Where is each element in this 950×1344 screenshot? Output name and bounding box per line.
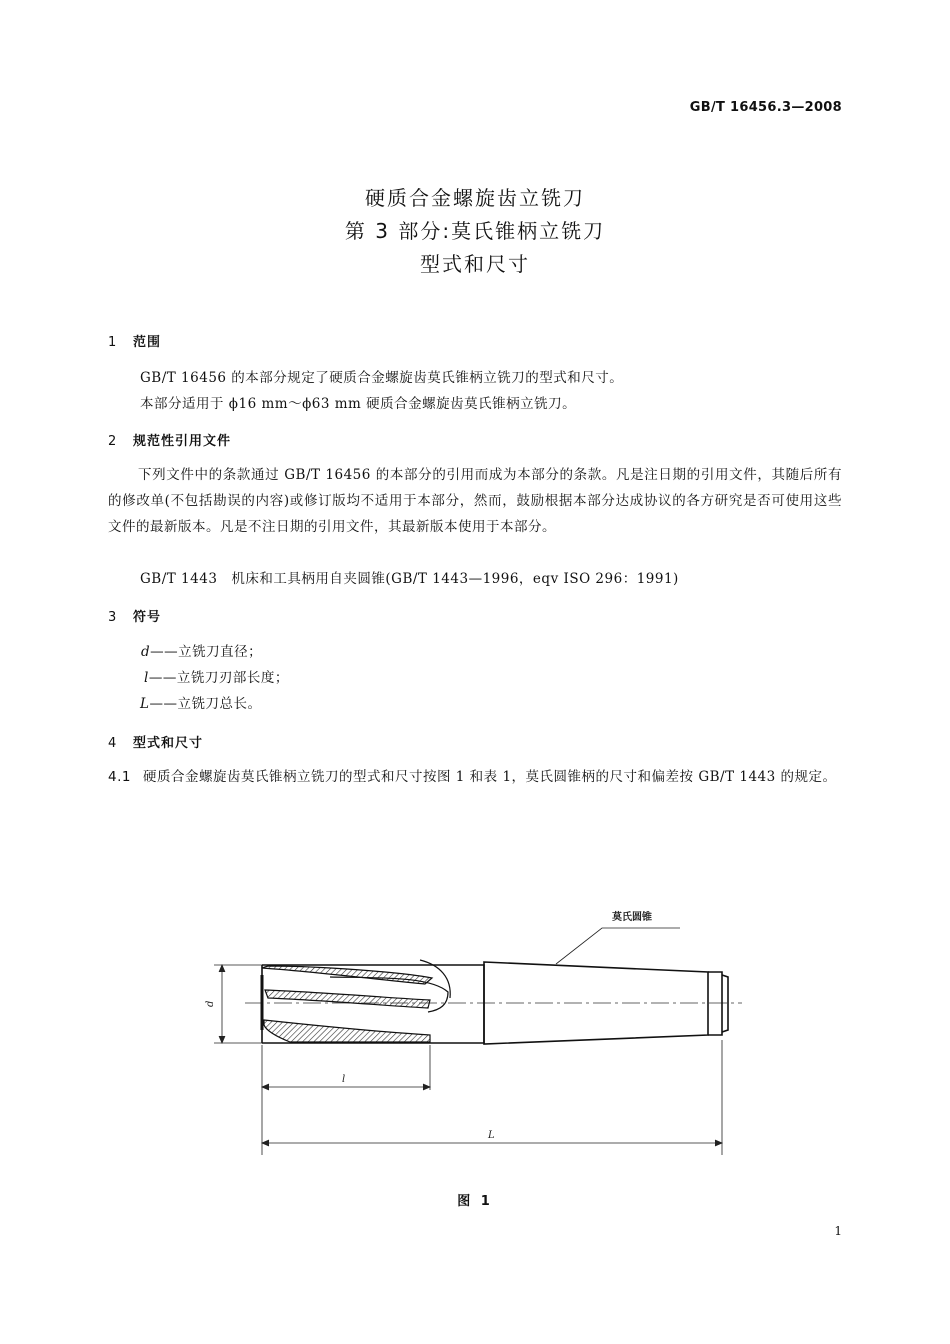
dim-d-label: d: [205, 1000, 216, 1007]
section-number: 3: [108, 610, 118, 625]
references-paragraph: 下列文件中的条款通过 GB/T 16456 的本部分的引用而成为本部分的条款。凡是注日期的引用文件，其随后所有的修改单(不包括勘误的内容)或修订版均不适用于本部分，然而，鼓励根据本部分达成协议的各方研究是否可使用这些文件的最新版本。凡是不注日期的引用文件，其最新版本使用于本部分。: [108, 467, 842, 535]
scope-paragraph-1: GB/T 16456 的本部分规定了硬质合金螺旋齿莫氏锥柄立铣刀的型式和尺寸。: [140, 370, 624, 386]
section-3-heading: [108, 606, 161, 625]
symbol-letter: L: [140, 696, 150, 712]
clause-text: 硬质合金螺旋齿莫氏锥柄立铣刀的型式和尺寸按图 1 和表 1，莫氏圆锥柄的尺寸和偏差按 GB/T 1443 的规定。: [142, 769, 837, 785]
section-2-heading: [108, 430, 231, 449]
symbol-description: ——立铣刀刃部长度；: [148, 670, 289, 686]
clause-number: 4.1: [108, 769, 131, 785]
cutting-flutes: [262, 960, 450, 1042]
dimension-l: [262, 1045, 430, 1155]
section-title: 符号: [133, 610, 162, 625]
figure-caption: 图 1: [457, 1194, 493, 1209]
page-number: 1: [834, 1224, 842, 1238]
document-title: [0, 182, 950, 281]
end-mill-drawing: [0, 880, 950, 1180]
section-title: 规范性引用文件: [133, 434, 232, 449]
taper-leader: [556, 928, 680, 964]
section-4-heading: [108, 732, 203, 751]
section-title: 型式和尺寸: [133, 736, 204, 751]
standard-code: GB/T 16456.3—2008: [689, 100, 842, 115]
section-title: 范围: [133, 335, 162, 350]
reference-item: GB/T 1443 机床和工具柄用自夹圆锥(GB/T 1443—1996，eqv ISO 296：1991): [140, 571, 679, 587]
title-line-3: 型式和尺寸: [420, 252, 530, 276]
symbol-description: ——立铣刀直径；: [150, 644, 263, 660]
dim-L-label: L: [488, 1130, 495, 1141]
symbol-d: [141, 640, 262, 660]
title-line-1: 硬质合金螺旋齿立铣刀: [365, 186, 585, 210]
clause-4-1: [108, 764, 842, 790]
section-number: 4: [108, 736, 118, 751]
symbol-letter: d: [141, 644, 151, 660]
section-number: 1: [108, 335, 118, 350]
symbol-description: ——立铣刀总长。: [149, 696, 262, 712]
title-line-2: 第 3 部分:莫氏锥柄立铣刀: [344, 219, 606, 243]
section-number: 2: [108, 434, 118, 449]
dimension-d: [214, 965, 262, 1043]
symbol-l: [144, 666, 289, 686]
label-morse-taper: 莫氏圆锥: [612, 912, 652, 923]
section-1-heading: [108, 331, 161, 350]
symbol-letter: l: [144, 670, 149, 686]
dim-l-label: l: [342, 1074, 346, 1085]
scope-paragraph-2: 本部分适用于 ϕ16 mm～ϕ63 mm 硬质合金螺旋齿莫氏锥柄立铣刀。: [140, 396, 577, 412]
symbol-L: [140, 692, 261, 712]
